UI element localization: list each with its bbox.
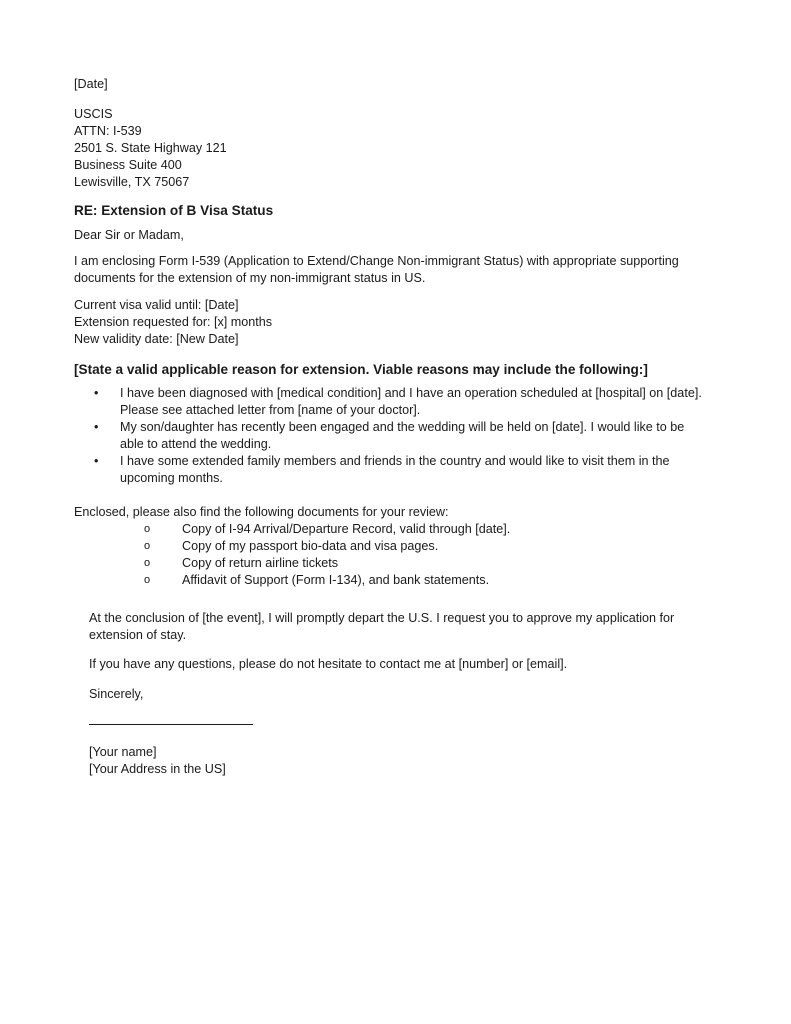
new-validity-date: New validity date: [New Date]	[74, 332, 239, 346]
reason-line-2: Please see attached letter from [name of your doctor].	[120, 403, 421, 417]
reasons-heading: [State a valid applicable reason for extension. Viable reasons may include the following:]	[74, 362, 648, 377]
intro-paragraph	[74, 253, 679, 287]
circle-bullet-icon: o	[144, 557, 151, 569]
conclusion-line-1: At the conclusion of [the event], I will promptly depart the U.S. I request you to approve my application for	[89, 611, 675, 625]
documents-list	[74, 521, 510, 589]
sender-name: [Your name]	[89, 745, 157, 759]
conclusion-line-2: extension of stay.	[89, 628, 187, 642]
document-item	[74, 538, 510, 555]
contact-sentence: If you have any questions, please do not hesitate to contact me at [number] or [email].	[89, 657, 568, 671]
reason-item	[74, 453, 734, 487]
document-text: Copy of my passport bio-data and visa pages.	[182, 539, 439, 553]
intro-line-1: I am enclosing Form I-539 (Application to Extend/Change Non-immigrant Status) with appropriate supporting	[74, 254, 679, 268]
reason-line-1: My son/daughter has recently been engaged and the wedding will be held on [date]. I would like to be	[120, 420, 685, 434]
bullet-icon: •	[94, 454, 99, 468]
letter-date: [Date]	[74, 77, 108, 91]
salutation: Dear Sir or Madam,	[74, 228, 184, 242]
reason-item	[74, 385, 734, 419]
reason-line-2: upcoming months.	[120, 471, 223, 485]
document-item	[74, 555, 510, 572]
reason-item	[74, 419, 734, 453]
document-text: Copy of I-94 Arrival/Departure Record, valid through [date].	[182, 522, 511, 536]
reason-line-1: I have been diagnosed with [medical condition] and I have an operation scheduled at [hospital] on [date].	[120, 386, 702, 400]
signature-line	[89, 724, 253, 725]
document-item	[74, 572, 510, 589]
intro-line-2: documents for the extension of my non-immigrant status in US.	[74, 271, 426, 285]
extension-requested: Extension requested for: [x] months	[74, 315, 273, 329]
recipient-line-3: 2501 S. State Highway 121	[74, 141, 227, 155]
circle-bullet-icon: o	[144, 574, 151, 586]
current-validity: Current visa valid until: [Date]	[74, 298, 239, 312]
recipient-line-2: ATTN: I-539	[74, 124, 142, 138]
recipient-address	[74, 106, 227, 191]
document-item	[74, 521, 510, 538]
document-text: Copy of return airline tickets	[182, 556, 339, 570]
recipient-line-4: Business Suite 400	[74, 158, 182, 172]
reasons-list	[74, 385, 734, 487]
enclosed-intro: Enclosed, please also find the following documents for your review:	[74, 505, 449, 519]
validity-block	[74, 297, 272, 348]
circle-bullet-icon: o	[144, 523, 151, 535]
recipient-line-5: Lewisville, TX 75067	[74, 175, 190, 189]
subject-line: RE: Extension of B Visa Status	[74, 203, 274, 218]
sender-address: [Your Address in the US]	[89, 762, 226, 776]
circle-bullet-icon: o	[144, 540, 151, 552]
reason-line-2: able to attend the wedding.	[120, 437, 272, 451]
reason-line-1: I have some extended family members and friends in the country and would like to visit them in the	[120, 454, 670, 468]
recipient-line-1: USCIS	[74, 107, 113, 121]
bullet-icon: •	[94, 420, 99, 434]
document-text: Affidavit of Support (Form I-134), and bank statements.	[182, 573, 490, 587]
signature-block	[89, 744, 226, 778]
conclusion-paragraph	[89, 610, 674, 644]
closing: Sincerely,	[89, 687, 144, 701]
bullet-icon: •	[94, 386, 99, 400]
